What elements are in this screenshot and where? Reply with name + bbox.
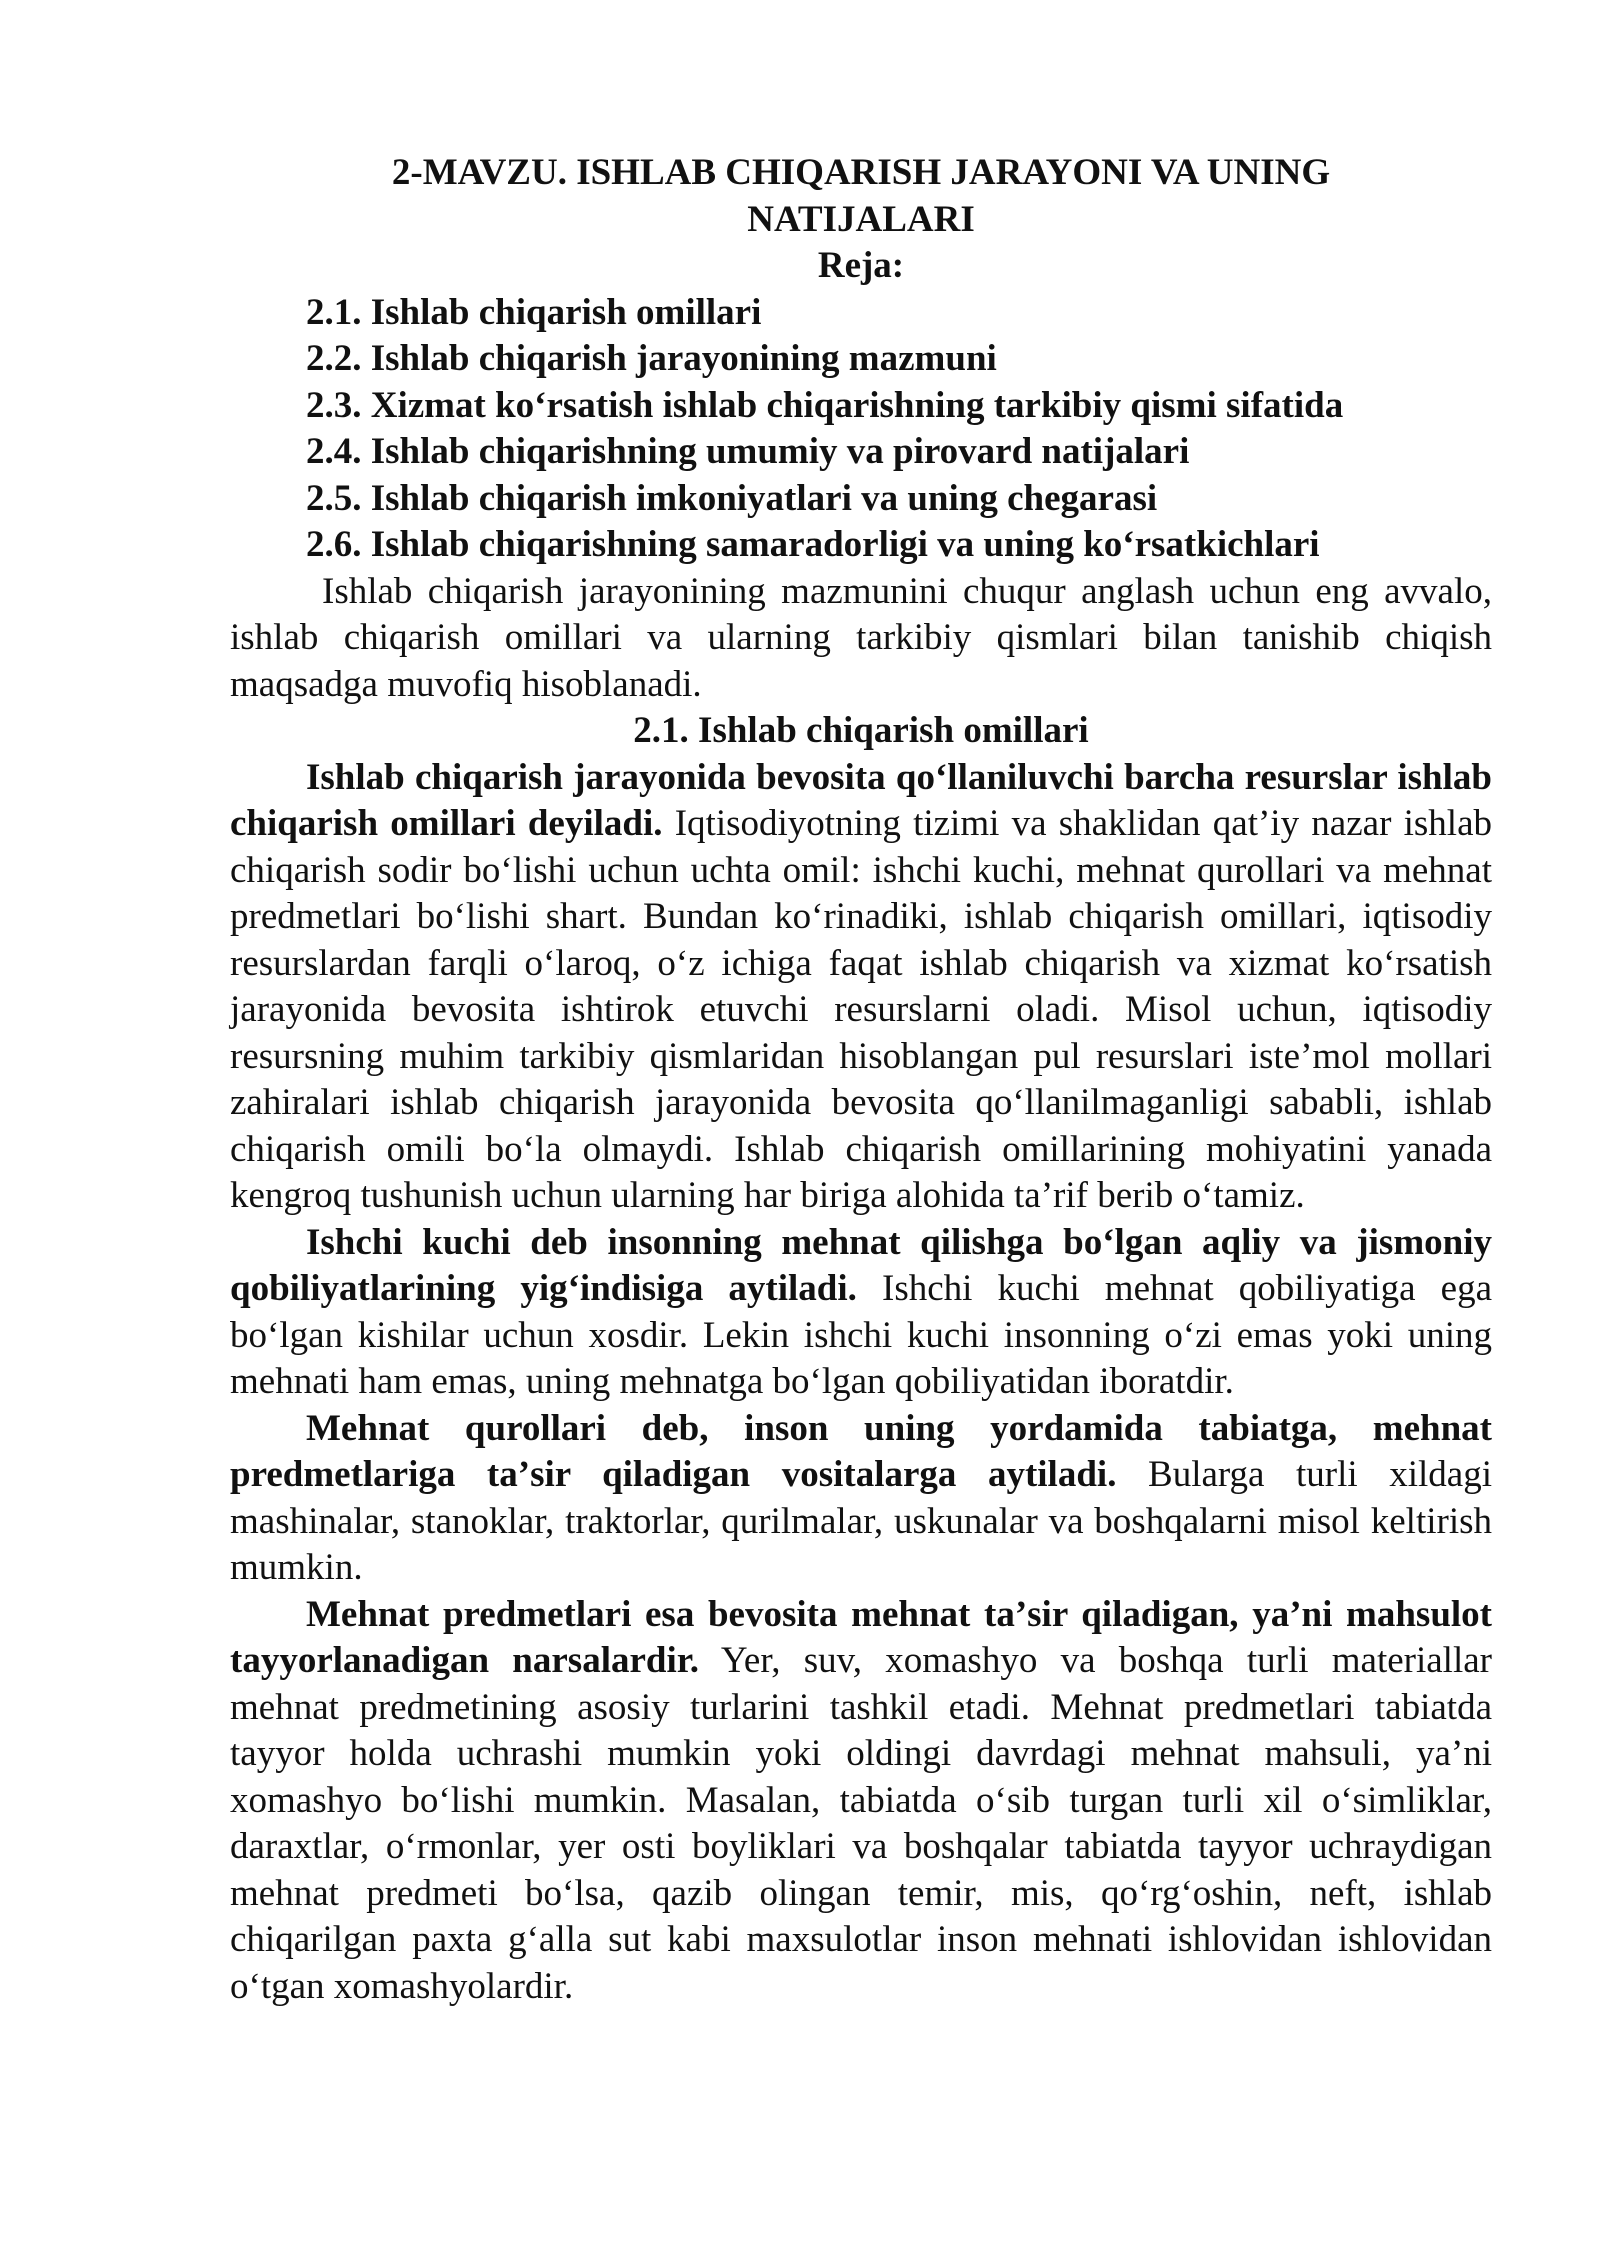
definition-means-of-labor: Mehnat qurollari deb, inson uning yordamida tabiatga, mehnat predmetlariga taʼsir qiladigan vositalarga aytiladi.: [230, 1407, 1492, 1495]
paragraph-labor-force: [230, 1220, 1492, 1406]
plan-item-2-2: 2.2. Ishlab chiqarish jarayonining mazmuni: [306, 338, 997, 379]
plan-item-2-3: 2.3. Xizmat koʻrsatish ishlab chiqarishning tarkibiy qismi sifatida: [306, 384, 1344, 426]
paragraph-text: Bularga turli xildagi mashinalar, stanoklar, traktorlar, qurilmalar, uskunalar va boshqalarni misol keltirish mumkin.: [230, 1454, 1492, 1588]
definition-production-factors: Ishlab chiqarish jarayonida bevosita qoʻllaniluvchi barcha resurslar ishlab chiqarish omillari deyiladi.: [230, 756, 1492, 844]
paragraph-production-factors: [230, 755, 1492, 1220]
page-title: 2-MAVZU. ISHLAB CHIQARISH JARAYONI VA UNING NATIJALARI: [391, 152, 1331, 240]
plan-item-2-5: 2.5. Ishlab chiqarish imkoniyatlari va uning chegarasi: [306, 477, 1158, 519]
plan-label: Reja:: [817, 245, 905, 286]
plan-item-2-1: 2.1. Ishlab chiqarish omillari: [306, 291, 762, 333]
definition-labor-force: Ishchi kuchi deb insonning mehnat qilishga boʻlgan aqliy va jismoniy qobiliyatlarining yigʻindisiga aytiladi.: [230, 1221, 1492, 1309]
paragraph-means-of-labor: [230, 1406, 1492, 1592]
intro-paragraph: Ishlab chiqarish jarayonining mazmunini chuqur anglash uchun eng avvalo, ishlab chiqarish omillari va ularning tarkibiy qismlari bilan tanishib chiqish maqsadga muvofiq hisoblanadi.: [230, 570, 1492, 705]
paragraph-text: Iqtisodiyotning tizimi va shaklidan qatʼiy nazar ishlab chiqarish sodir boʻlishi uchun uchta omil: ishchi kuchi, mehnat qurollari va mehnat predmetlari boʻlishi shart. Bundan koʻrinadiki, ishlab chiqarish omillari, iqtisodiy resurslardan farqli oʻlaroq, oʻz ichiga faqat ishlab chiqarish va xizmat koʻrsatish jarayonida bevosita ishtirok etuvchi resurslarni oladi. Misol uchun, iqtisodiy resursning muhim tarkibiy qismlaridan hisoblangan pul resurslari isteʼmol mollari zahiralari ishlab chiqarish jarayonida bevosita qoʻllanilmaganligi sababli, ishlab chiqarish omili boʻla olmaydi. Ishlab chiqarish omillarining mohiyatini yanada kengroq tushunish uchun ularning har biriga alohida taʼrif berib oʻtamiz.: [230, 803, 1492, 1216]
plan-item-2-4: 2.4. Ishlab chiqarishning umumiy va pirovard natijalari: [306, 431, 1190, 472]
plan-item-2-6: 2.6. Ishlab chiqarishning samaradorligi va uning koʻrsatkichlari: [306, 524, 1320, 565]
plan-list: [230, 290, 1492, 569]
paragraph-text: Yer, suv, xomashyo va boshqa turli materiallar mehnat predmetining asosiy turlarini tashkil etadi. Mehnat predmetlari tabiatda tayyor holda uchrashi mumkin yoki oldingi davrdagi mehnat mahsuli, yaʼni xomashyo boʻlishi mumkin. Masalan, tabiatda oʻsib turgan turli xil oʻsimliklar, daraxtlar, oʻrmonlar, yer osti boyliklari va boshqalar tabiatda tayyor uchraydigan mehnat predmeti boʻlsa, qazib olingan temir, mis, qoʻrgʻoshin, neft, ishlab chiqarilgan paxta gʻalla sut kabi maxsulotlar inson mehnati ishlovidan ishlovidan oʻtgan xomashyolardir.: [230, 1640, 1492, 2007]
definition-objects-of-labor: Mehnat predmetlari esa bevosita mehnat taʼsir qiladigan, yaʼni mahsulot tayyorlanadigan narsalardir.: [230, 1593, 1492, 1681]
document-page: [230, 150, 1492, 2010]
section-heading: 2.1. Ishlab chiqarish omillari: [633, 710, 1089, 751]
paragraph-objects-of-labor: [230, 1592, 1492, 2011]
paragraph-text: Ishchi kuchi mehnat qobiliyatiga ega boʻlgan kishilar uchun xosdir. Lekin ishchi kuchi insonning oʻzi emas yoki uning mehnati ham emas, uning mehnatga boʻlgan qobiliyatidan iboratdir.: [230, 1268, 1492, 1402]
